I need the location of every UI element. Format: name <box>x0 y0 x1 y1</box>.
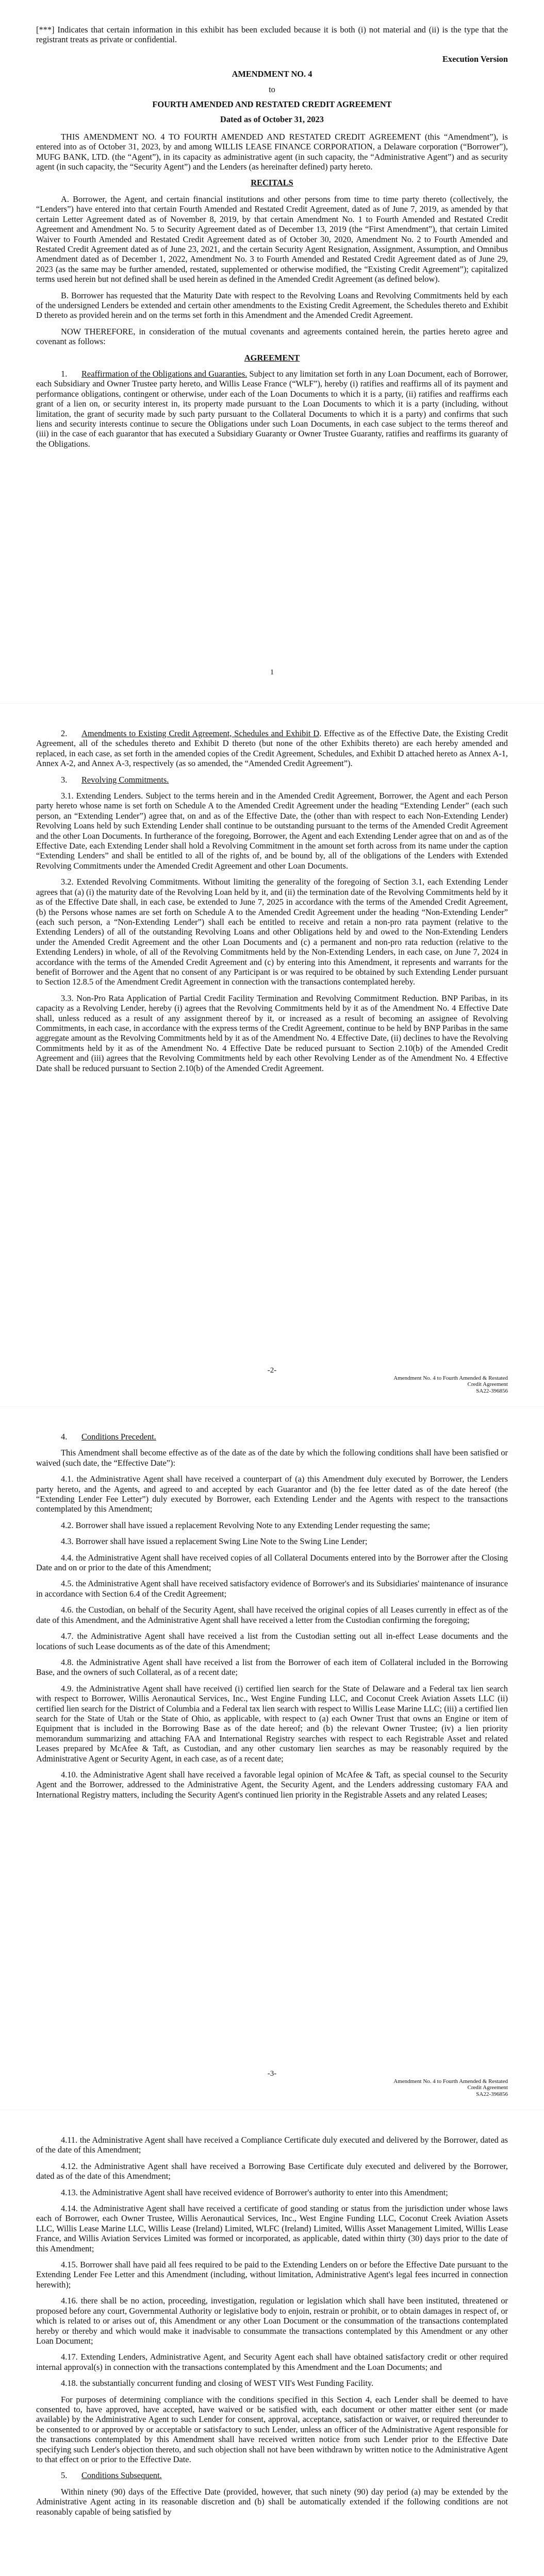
footer-line-3: SA22-396856 <box>476 2091 508 2097</box>
recital-a: A. Borrower, the Agent, and certain financial institutions and other persons from time to time party thereto (collectively, the “Lenders”) have entered into that certain Fourth Amended and Restated Credit Agreement, dated as of June 7, 2019, as amended by that certain Letter Agreement dated as of November 8, 2019, by that certain Amendment No. 1 to Fourth Amended and Restated Credit Agreement and Amendment No. 5 to Security Agreement dated as of December 13, 2019 (the “First Amendment”), that certain Limited Waiver to Fourth Amended and Restated Credit Agreement dated as of October 30, 2020, Amendment No. 2 to Fourth Amended and Restated Credit Agreement dated as of June 23, 2021, and the certain Security Agent Resignation, Assignment, Assumption, and Omnibus Amendment dated as of December 1, 2022, Amendment No. 3 to Fourth Amended and Restated Credit Agreement dated as of June 29, 2023 (as the same may be further amended, restated, supplemented or otherwise modified, the “Existing Credit Agreement”); capitalized terms used herein but not defined shall be used herein as defined in the Amended Credit Agreement (as defined below). <box>36 194 508 284</box>
section-4-intro: This Amendment shall become effective as of the date as of the date by which the following conditions shall have been satisfied or waived (such date, the “Effective Date”): <box>36 1448 508 1468</box>
condition-4-7: 4.7. the Administrative Agent shall have received a list from the Custodian setting out all in-effect Lease documents and the locations of such Lease documents as of the date of this Amendment; <box>36 1631 508 1651</box>
intro-paragraph: THIS AMENDMENT NO. 4 TO FOURTH AMENDED AND RESTATED CREDIT AGREEMENT (this “Amendment”), is entered into as of October 31, 2023, by and among WILLIS LEASE FINANCE CORPORATION, a Delaware corporation (“Borrower”), MUFG BANK, LTD. (the “Agent”), in its capacity as administrative agent (in such capacity, the “Administrative Agent”) and as security agent (in such capacity, the “Security Agent”) and the Lenders (as hereinafter defined) party hereto. <box>36 131 508 172</box>
document-footer <box>393 1375 508 1395</box>
condition-4-12: 4.12. the Administrative Agent shall have received a Borrowing Base Certificate duly executed and delivered by the Borrower, dated as of the date of this Amendment; <box>36 2161 508 2181</box>
footer-line-2: Credit Agreement <box>467 1381 508 1387</box>
section-4-closing: For purposes of determining compliance with the conditions specified in this Section 4, each Lender shall be deemed to have consented to, have approved, have accepted, have waived or be satisfied with, each document or other matter either sent (or made available) by the Administrative Agent to such Lender for consent, approval, acceptance, satisfaction or waiver, or required thereunder to be consented to or approved by or acceptable or satisfactory to such Lender, unless an officer of the Administrative Agent responsible for the transactions contemplated by this Amendment shall have received written notice from such Lender prior to the Effective Date specifying such Lender's objection thereto, and such objection shall not have been withdrawn by written notice to the Administrative Agent to that effect on or prior to the Effective Date. <box>36 2394 508 2464</box>
page-number: -2- <box>267 1366 277 1375</box>
amendment-title: AMENDMENT NO. 4 <box>232 69 312 79</box>
section-3-2: 3.2. Extended Revolving Commitments. Without limiting the generality of the foregoing of Section 3.1, each Extending Lender agrees that (a) (i) the maturity date of the Revolving Loan held by it, and (ii) the termination date of the Revolving Commitments held by it as of the Effective Date shall, in each case, be extended to June 7, 2025 in accordance with the terms of the Amended Credit Agreement, (b) the Persons whose names are set forth on Schedule A to the Amended Credit Agreement under the heading “Non-Extending Lender” (each such person, a “Non-Extending Lender”) shall each be entitled to receive and retain a non-pro rata payment (relative to the Extending Lenders) of all of the outstanding Revolving Loans and other Obligations held by and owed to the Non-Extending Lenders under the Amended Credit Agreement and the other Loan Documents and (c) a permanent and non-pro rata reduction (relative to the Extending Lenders) in whole, of all of the Revolving Commitments held by the Non-Extending Lenders, in each case, on June 7, 2024 in accordance with the terms of the Amended Credit Agreement and (c) by entering into this Amendment, it represents and warrants for the benefit of Borrower and the Agent that no consent of any Participant is or was required to be obtained by such Extending Lender pursuant to Section 12.8.5 of the Amendment Credit Agreement in connection with the transactions contemplated hereby. <box>36 877 508 987</box>
footer-line-2: Credit Agreement <box>467 2084 508 2091</box>
section-number: 5. <box>61 2470 68 2481</box>
section-title: Conditions Subsequent. <box>81 2470 162 2481</box>
page-1 <box>0 0 544 703</box>
section-5-text: Within ninety (90) days of the Effective Date (provided, however, that such ninety (90) day period (a) may be extended by the Administrative Agent acting in its reasonable discretion and (b) shall be automatically extended if the following conditions are not reasonably capable of being satisfied by <box>36 2486 508 2517</box>
section-title: Conditions Precedent. <box>81 1432 156 1442</box>
page-2 <box>0 703 544 1406</box>
section-number: 2. <box>61 728 68 738</box>
condition-4-13: 4.13. the Administrative Agent shall have received evidence of Borrower's authority to enter into this Amendment; <box>61 2187 448 2197</box>
condition-4-5: 4.5. the Administrative Agent shall have received satisfactory evidence of Borrower's and its Subsidiaries' maintenance of insurance in accordance with Section 6.4 of the Credit Agreement; <box>36 1579 508 1599</box>
document-footer <box>393 2078 508 2098</box>
condition-4-3: 4.3. Borrower shall have issued a replacement Swing Line Note to the Swing Line Lender; <box>61 1536 368 1547</box>
section-title: Amendments to Existing Credit Agreement, Schedules and Exhibit D <box>81 728 320 738</box>
section-text: Subject to any limitation set forth in any Loan Document, each of Borrower, each Subsidiary and Owner Trustee party hereto, and Willis Lease France (“WLF”), hereby (i) ratifies and reaffirms all of its payment and performance obligations, contingent or otherwise, under each of the Loan Documents to which it is a party, (ii) ratifies and reaffirms each grant of a lien on, or security interest in, its property made pursuant to the Loan Documents to which it is a party (including, without limitation, the grant of security made by such party pursuant to the Collateral Documents to which it is a party) and confirms that such liens and security interests continue to secure the Obligations under such Loan Documents, in each case subject to the terms thereof and (iii) in the case of each guarantor that has executed a Subsidiary Guaranty or Owner Trustee Guaranty, ratifies and reaffirms its guaranty of the Obligations. <box>36 368 508 449</box>
title-connector: to <box>269 84 275 94</box>
section-text: . Effective as of the Effective Date, the Existing Credit Agreement, all of the schedules thereto and Exhibit D thereto (but none of the other Exhibits thereto) are each hereby amended and replaced, in each case, as set forth in the amended copies of the Credit Agreement, Schedules, and Exhibit D attached hereto as Annex A-1, Annex A-2, and Annex A-3, respectively (as so amended, the “Amended Credit Agreement”). <box>36 728 508 769</box>
recital-b: B. Borrower has requested that the Maturity Date with respect to the Revolving Loans and Revolving Commitments held by each of the undersigned Lenders be extended and certain other amendments to the Existing Credit Agreement, the Schedules thereto and Exhibit D thereto as provided herein and on the terms set forth in this Amendment and the Amended Credit Agreement. <box>36 290 508 320</box>
section-3-3: 3.3. Non-Pro Rata Application of Partial Credit Facility Termination and Revolving Commitment Reduction. BNP Paribas, in its capacity as a Revolving Lender, hereby (i) agrees that the Revolving Commitments held by it as of the Amendment No. 4 Effective Date shall, unless reduced as a result of any assignment thereof by it, or increased as a result of becoming an assignee of Revolving Commitments, in each case, in accordance with the express terms of the Credit Agreement, continue to be held by BNP Paribas in the same aggregate amount as the Revolving Commitments held by it as of the Amendment No. 4 Effective Date, (ii) declines to have the Revolving Commitments held by it as of the Amendment No. 4 Effective Date be reduced pursuant to Section 2.10(b) of the Amended Credit Agreement and (iii) agrees that the Revolving Commitments held by each other Revolving Lender as of the Amendment No. 4 Effective Date shall be reduced pursuant to Section 2.10(b) of the Amended Credit Agreement. <box>36 993 508 1073</box>
now-therefore: NOW THEREFORE, in consideration of the mutual covenants and agreements contained herein, the parties hereto agree and covenant as follows: <box>36 326 508 347</box>
condition-4-17: 4.17. Extending Lenders, Administrative Agent, and Security Agent each shall have obtained satisfactory credit or other required internal approval(s) in connection with the transactions contemplated by this Amendment and the Loan Documents; and <box>36 2352 508 2372</box>
section-title: Reaffirmation of the Obligations and Guaranties. <box>81 368 248 379</box>
footer-line-1: Amendment No. 4 to Fourth Amended & Restated <box>393 1375 508 1381</box>
agreement-title: FOURTH AMENDED AND RESTATED CREDIT AGREEMENT <box>152 99 392 110</box>
footer-line-3: SA22-396856 <box>476 1387 508 1394</box>
condition-4-9: 4.9. the Administrative Agent shall have received (i) certified lien search for the State of Delaware and a Federal tax lien search with respect to Borrower, Willis Aeronautical Services, Inc., West Engine Funding LLC, and Coconut Creek Aviation Assets LLC (ii) certified lien search for the District of Columbia and a Federal tax lien search with respect to Willis Lease Marine LLC; (iii) a certified lien search for the State of Utah or the State of Ohio, as applicable, with respect to (a) each Owner Trust that owns an Engine or item of Equipment that is included in the Borrowing Base as of the date hereof; and (b) the relevant Owner Trustee; (iv) a lien priority memorandum summarizing and attaching FAA and International Registry searches with respect to each Registrable Asset and related Leases prepared by McAfee & Taft, as Custodian, and any other customary lien searches as may be reasonably required by the Administrative Agent or Security Agent, in each case, as of a recent date; <box>36 1683 508 1764</box>
condition-4-2: 4.2. Borrower shall have issued a replacement Revolving Note to any Extending Lender requesting the same; <box>61 1520 430 1530</box>
section-2 <box>36 728 508 769</box>
section-1 <box>36 369 508 449</box>
condition-4-4: 4.4. the Administrative Agent shall have received copies of all Collateral Documents entered into by the Borrower after the Closing Date and on or prior to the date of this Amendment; <box>36 1552 508 1573</box>
page-number: -3- <box>267 2069 277 2078</box>
condition-4-6: 4.6. the Custodian, on behalf of the Security Agent, shall have received the original copies of all Leases currently in effect as of the date of this Amendment, and the Administrative Agent shall have received a letter from the Custodian confirming the foregoing; <box>36 1605 508 1625</box>
page-number: 1 <box>270 668 274 676</box>
section-number: 4. <box>61 1432 68 1442</box>
section-title: Revolving Commitments. <box>81 774 169 785</box>
agreement-heading: AGREEMENT <box>244 352 300 363</box>
condition-4-11: 4.11. the Administrative Agent shall have received a Compliance Certificate duly executed and delivered by the Borrower, dated as of the date of this Amendment; <box>36 2135 508 2155</box>
condition-4-18: 4.18. the substantially concurrent funding and closing of WEST VII's West Funding Facility. <box>61 2378 374 2388</box>
footer-line-1: Amendment No. 4 to Fourth Amended & Restated <box>393 2078 508 2084</box>
condition-4-10: 4.10. the Administrative Agent shall have received a favorable legal opinion of McAfee & Taft, as special counsel to the Security Agent and the Borrower, addressed to the Administrative Agent, the Security Agent, and the Lenders addressing customary FAA and International Registry matters, including the Security Agent's continued lien priority in the Registrable Assets and any related Leases; <box>36 1769 508 1800</box>
section-3-1: 3.1. Extending Lenders. Subject to the terms herein and in the Amended Credit Agreement, Borrower, the Agent and each Person party hereto whose name is set forth on Schedule A to the Amended Credit Agreement under the heading “Extending Lender” (each such person, an “Extending Lender”) agree that, on and as of the Effective Date, the (other than with respect to each Non-Extending Lender) Revolving Loans held by such Extending Lender shall continue to be outstanding pursuant to the terms of the Amended Credit Agreement and the other Loan Documents. In furtherance of the foregoing, Borrower, the Agent and each Extending Lender agree that on and as of the Effective Date, each Extending Lender shall hold a Revolving Commitment in the amount set forth across from its name under the caption “Extending Lenders” and shall be entitled to all of the rights of, and be bound by, all of the obligations of the Lenders with Extended Revolving Commitments under the Amended Credit Agreement and other Loan Documents. <box>36 791 508 871</box>
dated-line: Dated as of October 31, 2023 <box>220 114 324 125</box>
section-4 <box>36 1432 508 1442</box>
condition-4-1: 4.1. the Administrative Agent shall have received a counterpart of (a) this Amendment duly executed by Borrower, the Lenders party hereto, and the Agents, and agreed to and accepted by each Guarantor and (b) the fee letter dated as of the date hereof (the “Extending Lender Fee Letter”) duly executed by Borrower, each Extending Lender and the Agents with respect to the transactions contemplated by this Amendment; <box>36 1474 508 1514</box>
confidentiality-notice: [***] Indicates that certain information in this exhibit has been excluded because it is both (i) not material and (ii) is the type that the registrant treats as private or confidential. <box>36 25 508 45</box>
section-number: 3. <box>61 774 68 785</box>
page-3 <box>0 1406 544 2110</box>
condition-4-8: 4.8. the Administrative Agent shall have received a list from the Borrower of each item of Collateral included in the Borrowing Base, and the owners of such Collateral, as of a recent date; <box>36 1657 508 1677</box>
execution-version-label: Execution Version <box>442 54 508 64</box>
recitals-heading: RECITALS <box>251 178 293 188</box>
section-number: 1. <box>61 368 68 379</box>
section-3 <box>36 775 508 785</box>
condition-4-14: 4.14. the Administrative Agent shall have received a certificate of good standing or status from the jurisdiction under whose laws each of Borrower, each Owner Trustee, Willis Aeronautical Services, Inc., West Engine Funding LLC, Coconut Creek Aviation Assets LLC, Willis Lease Marine LLC, Willis Lease (Ireland) Limited, WLFC (Ireland) Limited, Willis Asset Management Limited, Willis Lease France, and Willis Aviation Services Limited was formed or incorporated, as applicable, dated within thirty (30) days prior to the date of this Amendment; <box>36 2204 508 2253</box>
condition-4-16: 4.16. there shall be no action, proceeding, investigation, regulation or legislation which shall have been instituted, threatened or proposed before any court, Governmental Authority or legislative body to enjoin, restrain or prohibit, or to obtain damages in respect of, or which is related to or arises out of, this Amendment or any other Loan Document or the consummation of the transactions contemplated hereby or thereby and which would make it inadvisable to consummate the transactions contemplated by this Amendment or any other Loan Document; <box>36 2296 508 2346</box>
section-5 <box>36 2470 508 2480</box>
condition-4-15: 4.15. Borrower shall have paid all fees required to be paid to the Extending Lenders on or before the Effective Date pursuant to the Extending Lender Fee Letter and this Amendment (including, without limitation, Administrative Agent's legal fees incurred in connection herewith); <box>36 2260 508 2290</box>
page-4 <box>0 2110 544 2576</box>
